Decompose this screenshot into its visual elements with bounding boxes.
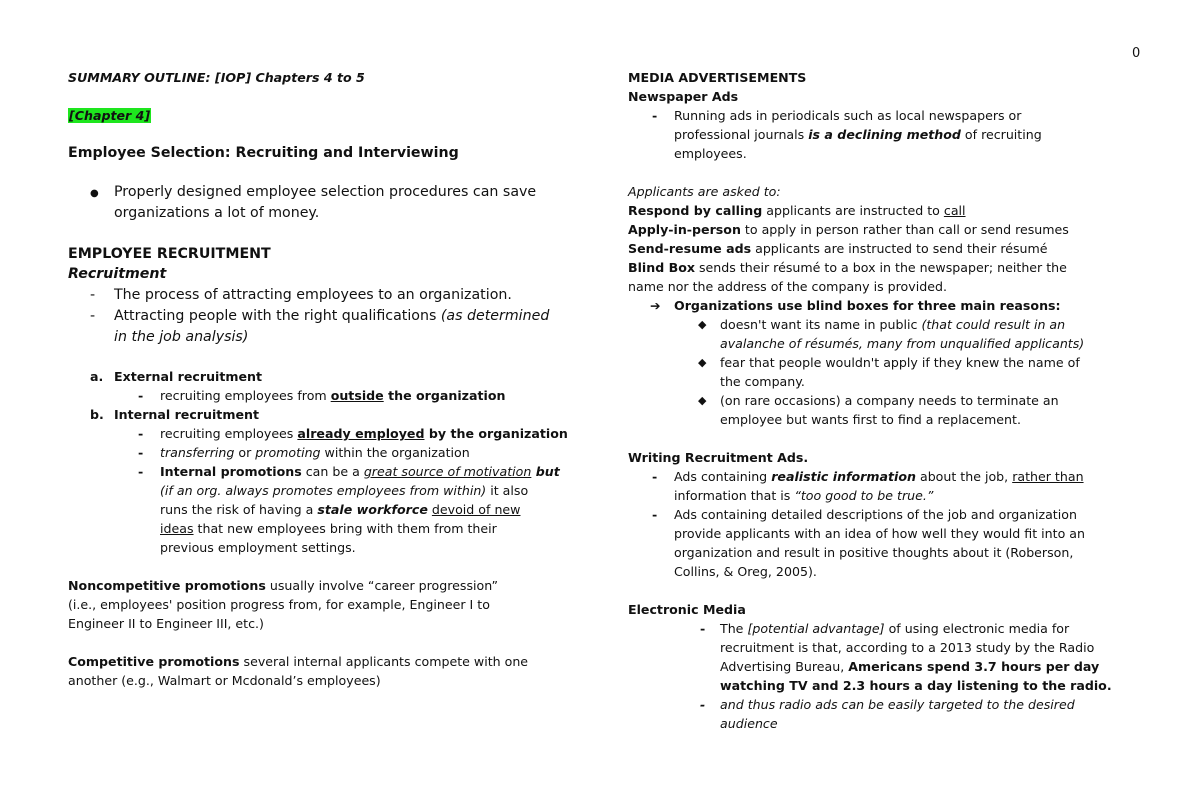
applicants-label: Applicants are asked to: <box>628 184 781 199</box>
recruitment-subheading: Recruitment <box>68 266 167 282</box>
right-column <box>628 68 1148 733</box>
list-item: ◆ doesn't want its name in public (that could result in an avalanche of résumés, many from unqualified applicants) <box>698 317 1085 351</box>
recruitment-heading: EMPLOYEE RECRUITMENT <box>68 246 271 262</box>
blind-box: Blind Box sends their résumé to a box in the newspaper; neither the name nor the address of the company is provided. <box>628 260 1067 294</box>
list-item: - The [potential advantage] of using electronic media for recruitment is that, according to a 2013 study by the Radio Advertising Bureau, Americans spend 3.7 hours per day watching TV and 2.3 hours a day listening to the radio. <box>700 621 1112 693</box>
dash-icon: - <box>652 469 658 484</box>
competitive-promotions: Competitive promotions several internal applicants compete with one another (e.g., Walmart or Mcdonald’s employees) <box>68 654 529 688</box>
arrow-right-icon: ➔ <box>650 298 661 313</box>
list-item: - recruiting employees already employed by the organization <box>138 426 568 441</box>
chapter-tag: [Chapter 4] <box>69 108 151 123</box>
bullet-dot-icon: ● <box>90 188 99 199</box>
media-heading: MEDIA ADVERTISEMENTS <box>628 70 807 85</box>
section-title: Employee Selection: Recruiting and Interviewing <box>68 145 459 161</box>
dash-icon: - <box>138 426 144 441</box>
respond-line: Respond by calling applicants are instructed to call <box>628 203 966 218</box>
list-item: ◆ fear that people wouldn't apply if they knew the name of the company. <box>698 355 1080 389</box>
dash-icon: - <box>138 445 144 460</box>
page-number: 0 <box>1132 46 1141 61</box>
list-item: - transferring or promoting within the organization <box>138 445 470 460</box>
list-item: - and thus radio ads can be easily targeted to the desired audience <box>700 697 1075 731</box>
dash-icon: - <box>652 507 658 522</box>
apply-line: Apply-in-person to apply in person rather than call or send resumes <box>628 222 1069 237</box>
dash-icon: - <box>90 308 96 324</box>
newspaper-heading: Newspaper Ads <box>628 89 739 104</box>
diamond-icon: ◆ <box>698 394 707 407</box>
dash-icon: - <box>652 108 658 123</box>
dash-icon: - <box>138 464 144 479</box>
summary-title: SUMMARY OUTLINE: [IOP] Chapters 4 to 5 <box>68 70 365 85</box>
list-item: ◆ (on rare occasions) a company needs to terminate an employee but wants first to find a replacement. <box>698 393 1059 427</box>
list-item: - The process of attracting employees to an organization. <box>68 285 588 306</box>
left-column <box>68 68 588 690</box>
electronic-heading: Electronic Media <box>628 602 746 617</box>
diamond-icon: ◆ <box>698 356 707 369</box>
bullet-item: ● Properly designed employee selection procedures can save organizations a lot of money. <box>90 184 537 221</box>
dash-icon: - <box>90 287 96 303</box>
list-item: - Running ads in periodicals such as local newspapers or professional journals is a declining method of recruiting employees. <box>652 108 1042 161</box>
list-item: - Internal promotions can be a great source of motivation but (if an org. always promotes employees from within) it also runs the risk of having a stale workforce devoid of new ideas that new employees bring with them from their previous employment settings. <box>138 464 560 555</box>
diamond-icon: ◆ <box>698 318 707 331</box>
list-item: - Ads containing detailed descriptions of the job and organization provide applicants with an idea of how well they would fit into an organization and result in positive thoughts about it (Roberson, Collins, & Oreg, 2005). <box>652 507 1086 579</box>
dash-icon: - <box>700 697 706 712</box>
blind-box-reasons-intro: ➔ Organizations use blind boxes for three main reasons: <box>650 298 1061 313</box>
dash-icon: - <box>138 388 144 403</box>
list-item: - recruiting employees from outside the organization <box>138 388 506 403</box>
list-item: - Attracting people with the right qualifications (as determined in the job analysis) <box>90 308 550 345</box>
internal-recruitment: b. Internal recruitment <box>90 407 259 422</box>
writing-heading: Writing Recruitment Ads. <box>628 450 809 465</box>
list-item: - Ads containing realistic information about the job, rather than information that is “too good to be true.” <box>652 469 1084 503</box>
external-recruitment: a. External recruitment <box>90 369 263 384</box>
noncompetitive-promotions: Noncompetitive promotions usually involve “career progression” (i.e., employees' position progress from, for example, Engineer I to Engineer II to Engineer III, etc.) <box>68 578 499 631</box>
dash-icon: - <box>700 621 706 636</box>
send-line: Send-resume ads applicants are instructed to send their résumé <box>628 241 1048 256</box>
